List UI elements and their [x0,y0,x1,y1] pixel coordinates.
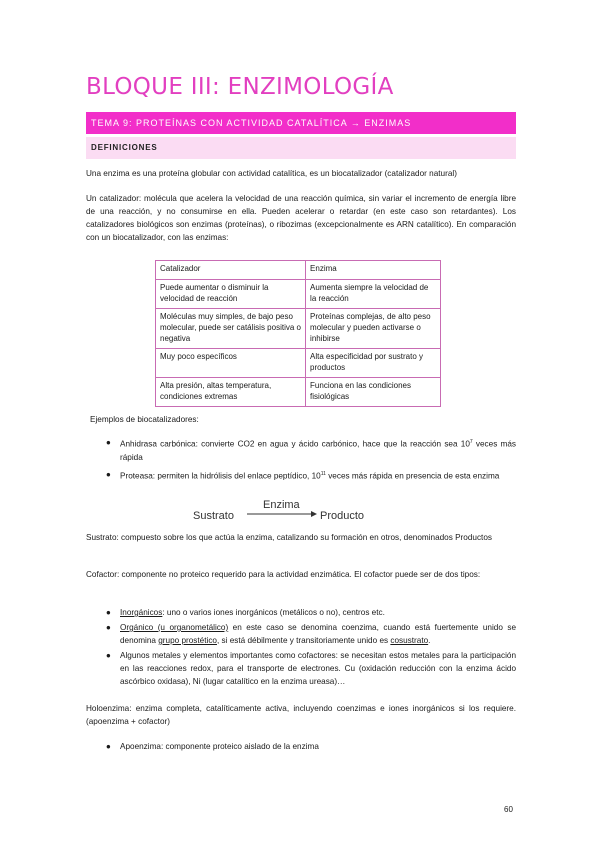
list-item: ● Inorgánicos: uno o varios iones inorgánicos (metálicos o no), centros etc. [106,608,385,617]
section-heading: DEFINICIONES [86,137,516,159]
bullet-icon: ● [106,623,111,632]
holoenzyme-definition: Holoenzima: enzima completa, catalíticamente activa, incluyendo coenzimas e iones inorgánicos si los requiere. (apoenzima + cofactor) [86,704,516,726]
bullet-icon: ● [106,438,111,447]
cofactor-list [86,606,516,692]
table-cell: Alta especificidad por sustrato y productos [306,349,441,378]
cofactor-definition: Cofactor: componente no proteico requerido para la actividad enzimática. El cofactor puede ser de dos tipos: [86,570,481,579]
table-cell: Proteínas complejas, de alto peso molecular y pueden activarse o inhibirse [306,309,441,349]
comparison-table [155,260,441,407]
catalyst-definition: Un catalizador: molécula que acelera la velocidad de una reacción química, sin variar el incremento de energía libre de una reacción, y no consumirse en ella. Pueden acelerar o retardar (en este caso son retardantes). Los catalizadores biológicos son enzimas (proteínas), o ribozimas (excepcionalmente es ARN catalítico). En comparación con un biocatalizador, con las enzimas: [86,194,516,242]
examples-heading: Ejemplos de biocatalizadores: [90,415,199,424]
list-item: ● Apoenzima: componente proteico aislado de la enzima [106,742,319,751]
substrate-label: Sustrato [193,510,234,522]
table-row [156,309,441,349]
arrow-head-icon [311,511,317,517]
product-label: Producto [320,510,365,522]
table-cell: Muy poco específicos [156,349,306,378]
table-cell: Moléculas muy simples, de bajo peso molecular, puede ser catálisis positiva o negativa [156,309,306,349]
bullet-icon: ● [106,651,111,660]
reaction-diagram [193,497,373,523]
list-item: ● Proteasa: permiten la hidrólisis del enlace peptídico, $10^{11}$ veces más rápida en presencia de esta enzima [106,469,500,481]
apoenzyme-list [86,740,516,757]
examples-list [86,436,516,486]
table-cell: Funciona en las condiciones fisiológicas [306,378,441,407]
list-item: ● Anhidrasa carbónica: convierte CO2 en agua y ácido carbónico, hace que la reacción sea $10^7$ veces más rápida [106,438,516,462]
table-cell: Puede aumentar o disminuir la velocidad de reacción [156,280,306,309]
list-item: ● Orgánico (u organometálico) en este caso se denomina coenzima, cuando está fuertemente unido se denomina grupo prostético, si está débilmente y transitoriamente unido es cosustrato. [106,623,517,645]
substrate-definition: Sustrato: compuesto sobre los que actúa la enzima, catalizando su formación en otros, denominados Productos [86,533,492,542]
bullet-icon: ● [106,469,111,479]
bullet-icon: ● [106,742,111,751]
enzyme-label: Enzima [263,499,300,511]
table-row [156,378,441,407]
enzyme-definition: Una enzima es una proteína globular con actividad catalítica, es un biocatalizador (catalizador natural) [86,169,457,178]
table-row [156,349,441,378]
page-number: 60 [504,805,513,814]
bullet-icon: ● [106,608,111,617]
list-item: ● Algunos metales y elementos importantes como cofactores: se necesitan estos metales para la participación en las reacciones redox, para el transporte de electrones. Cu (oxidación reducción con la enzima ácido ascórbico oxidasa), Ni (lugar catalítico en la enzima ureasa)… [106,651,516,686]
page-title: BLOQUE III: ENZIMOLOGÍA [86,74,394,100]
table-header-cell: Catalizador [156,261,306,280]
table-row [156,280,441,309]
table-cell: Aumenta siempre la velocidad de la reacción [306,280,441,309]
table-cell: Alta presión, altas temperatura, condiciones extremas [156,378,306,407]
table-header-cell: Enzima [306,261,441,280]
table-header-row [156,261,441,280]
topic-banner: TEMA 9: PROTEÍNAS CON ACTIVIDAD CATALÍTICA → ENZIMAS [86,112,516,134]
